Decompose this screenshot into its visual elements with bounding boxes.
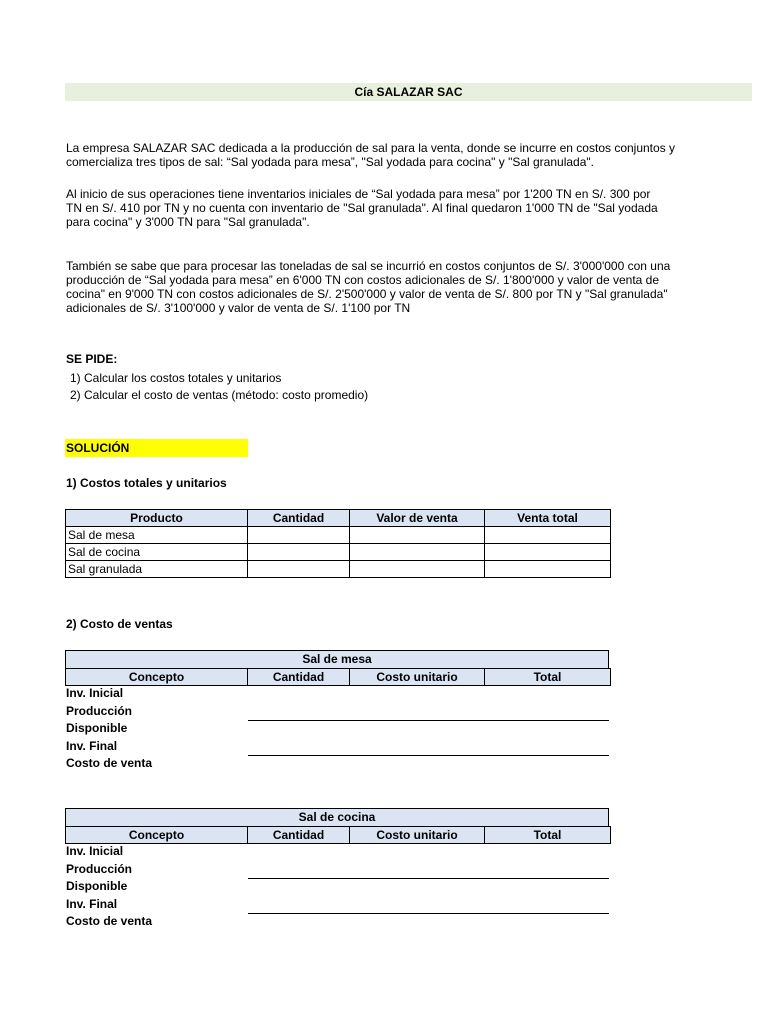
cell-venta-total[interactable] bbox=[485, 527, 611, 544]
cell-valor-venta[interactable] bbox=[350, 561, 485, 578]
cocina-concepts bbox=[66, 843, 152, 931]
inventory-line-1: Al inicio de sus operaciones tiene inventarios iniciales de “Sal yodada para mesa” por 1'200 TN en S/. 300 por bbox=[66, 187, 651, 201]
cocina-header-table bbox=[65, 826, 611, 844]
header-total: Total bbox=[485, 827, 611, 844]
concept-inv-final: Inv. Final bbox=[66, 896, 118, 911]
inventory-line-2: TN en S/. 410 por TN y no cuenta con inventario de "Sal granulada". Al final quedaron 1'000 TN de "Sal yodada bbox=[66, 201, 658, 215]
header-venta-total: Venta total bbox=[485, 510, 611, 527]
cell-venta-total[interactable] bbox=[485, 561, 611, 578]
table-row bbox=[66, 527, 611, 544]
header-costo-unitario: Costo unitario bbox=[350, 827, 485, 844]
cell-valor-venta[interactable] bbox=[350, 544, 485, 561]
header-concepto: Concepto bbox=[66, 669, 248, 686]
tasks-heading: SE PIDE: bbox=[66, 352, 118, 366]
concept-produccion: Producción bbox=[66, 703, 133, 718]
row-label: Sal granulada bbox=[66, 561, 248, 578]
cell-venta-total[interactable] bbox=[485, 544, 611, 561]
mesa-table-title: Sal de mesa bbox=[65, 650, 609, 668]
solution-label: SOLUCIÓN bbox=[65, 439, 248, 457]
intro-line-1: La empresa SALAZAR SAC dedicada a la producción de sal para la venta, donde se incurre en costos conjuntos y bbox=[66, 141, 676, 155]
products-table bbox=[65, 509, 611, 578]
concept-inv-inicial: Inv. Inicial bbox=[66, 844, 124, 858]
costs-line-2: producción de “Sal yodada para mesa” en 6'000 TN con costos adicionales de S/. 1'800'000 y valor de venta de bbox=[66, 273, 660, 287]
concept-inv-inicial: Inv. Inicial bbox=[66, 686, 124, 700]
costs-line-4: adicionales de S/. 3'100'000 y valor de venta de S/. 1'100 por TN bbox=[66, 301, 411, 315]
header-cantidad: Cantidad bbox=[248, 669, 350, 686]
task-item-1: 1) Calcular los costos totales y unitarios bbox=[70, 371, 282, 385]
mesa-cost-table bbox=[65, 650, 609, 686]
header-cantidad: Cantidad bbox=[248, 827, 350, 844]
mesa-disponible-line bbox=[248, 720, 609, 721]
concept-inv-final: Inv. Final bbox=[66, 738, 118, 753]
concept-produccion: Producción bbox=[66, 861, 133, 876]
cocina-table-title: Sal de cocina bbox=[65, 808, 609, 826]
mesa-concepts bbox=[66, 685, 152, 773]
cocina-costo-venta-line bbox=[248, 913, 609, 914]
cell-cantidad[interactable] bbox=[248, 544, 350, 561]
table-row bbox=[66, 561, 611, 578]
section-1-heading: 1) Costos totales y unitarios bbox=[66, 476, 227, 490]
header-total: Total bbox=[485, 669, 611, 686]
concept-disponible: Disponible bbox=[66, 879, 128, 894]
cocina-cost-table bbox=[65, 808, 609, 844]
intro-line-2: comercializa tres tipos de sal: “Sal yodada para mesa”, "Sal yodada para cocina" y "Sal granulada". bbox=[66, 155, 594, 169]
table-row bbox=[66, 544, 611, 561]
page-title: Cía SALAZAR SAC bbox=[65, 83, 752, 101]
costs-line-1: También se sabe que para procesar las toneladas de sal se incurrió en costos conjuntos de S/. 3'000'000 con una bbox=[66, 259, 671, 273]
mesa-costo-venta-line bbox=[248, 755, 609, 756]
cocina-disponible-line bbox=[248, 878, 609, 879]
mesa-header-table bbox=[65, 668, 611, 686]
header-cantidad: Cantidad bbox=[248, 510, 350, 527]
concept-costo-venta: Costo de venta bbox=[66, 756, 153, 771]
costs-line-3: cocina" en 9'000 TN con costos adicionales de S/. 2'500'000 y valor de venta de S/. 800 por TN y "Sal granulada" bbox=[66, 287, 668, 301]
concept-costo-venta: Costo de venta bbox=[66, 914, 153, 929]
header-costo-unitario: Costo unitario bbox=[350, 669, 485, 686]
row-label: Sal de cocina bbox=[66, 544, 248, 561]
section-2-heading: 2) Costo de ventas bbox=[66, 617, 173, 631]
header-valor-venta: Valor de venta bbox=[350, 510, 485, 527]
row-label: Sal de mesa bbox=[66, 527, 248, 544]
inventory-line-3: para cocina" y 3'000 TN para "Sal granulada". bbox=[66, 215, 310, 229]
header-concepto: Concepto bbox=[66, 827, 248, 844]
header-producto: Producto bbox=[66, 510, 248, 527]
cell-cantidad[interactable] bbox=[248, 561, 350, 578]
concept-disponible: Disponible bbox=[66, 721, 128, 736]
cell-cantidad[interactable] bbox=[248, 527, 350, 544]
cell-valor-venta[interactable] bbox=[350, 527, 485, 544]
task-item-2: 2) Calcular el costo de ventas (método: costo promedio) bbox=[70, 388, 369, 402]
